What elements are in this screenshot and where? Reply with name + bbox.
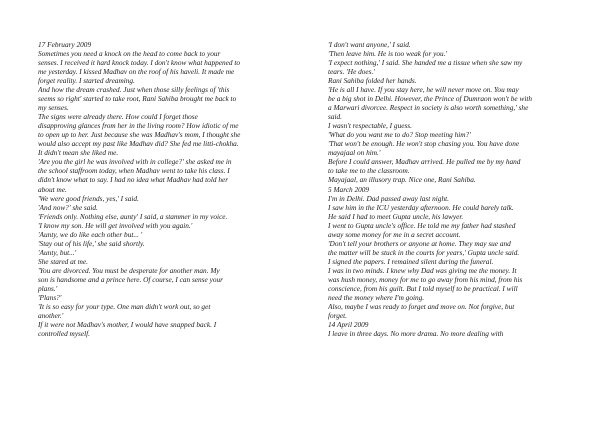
text-line: away some money for me in a secret account. [328, 229, 461, 239]
text-line: would also accept my past like Madhav did? She fed me litti-chokha. [38, 139, 239, 149]
text-line: didn't know what to say. I had no idea what Madhav had told her [38, 175, 229, 185]
text-line: 'He is all I have. If you stay here, he will never move on. You may [328, 85, 519, 95]
right-page [328, 40, 574, 338]
text-line: my senses. [38, 103, 69, 113]
text-line: 'Then leave him. He is too weak for you.' [328, 49, 448, 59]
text-line: to open up to her. Just because she was Madhav's mom, I thought she [38, 130, 241, 140]
text-line: 'Aunty, we do like each other but... ' [38, 229, 143, 239]
text-line: 'I don't want anyone,' I said. [328, 40, 411, 49]
text-line: 'That won't be enough. He won't stop chasing you. You have done [328, 139, 520, 149]
text-line: tears. 'He does.' [328, 67, 375, 77]
text-line: She stared at me. [38, 256, 88, 266]
text-line: Sometimes you need a knock on the head to come back to your [38, 49, 221, 59]
text-line: plans.' [38, 283, 58, 293]
text-line: I went to Gupta uncle's office. He told me my father had stashed [328, 220, 516, 230]
text-line: I leave in three days. No more drama. No more dealing with [328, 329, 504, 338]
text-line: conscience, from his guilt. But I told myself to be practical. I will [328, 283, 518, 293]
text-line: to take me to the classroom. [328, 166, 410, 176]
text-line: 'Stay out of his life,' she said shortly. [38, 238, 145, 248]
text-line: I signed the papers. I remained silent during the funeral. [328, 256, 494, 266]
text-line: son is handsome and a prince here. Of course, I can sense your [38, 274, 223, 284]
text-line: 'Aunty, but...' [38, 247, 77, 257]
text-line: 17 February 2009 [38, 40, 92, 49]
text-line: the matter will be stuck in the courts for years,' Gupta uncle said. [328, 247, 520, 257]
text-line: It didn't mean she liked me. [38, 148, 119, 158]
text-line: forget. [328, 310, 347, 320]
text-line: 'I expect nothing,' I said. She handed me a tissue when she saw my [328, 58, 523, 68]
text-line: If it were not Madhav's mother, I would have snapped back. I [38, 319, 217, 329]
text-line: was hush money, money for me to go away from his mind, from his [328, 274, 523, 284]
text-line: me yesterday. I kissed Madhav on the roof of his haveli. It made me [38, 67, 235, 77]
text-line: senses. I received it hard knock today. I don't know what happened to [38, 58, 241, 68]
text-line: And how the dream crashed. Just when those silly feelings of 'this [38, 85, 230, 95]
text-line: a Marwari divorcee. Respect in society is also worth something,' she [328, 103, 529, 113]
text-line: said. [328, 112, 342, 122]
text-line: 14 April 2009 [328, 319, 369, 329]
text-line: He said I had to meet Gupta uncle, his lawyer. [328, 211, 464, 221]
text-line: I saw him in the ICU yesterday afternoon. He could barely talk. [328, 202, 514, 212]
text-line: controlled myself. [38, 329, 91, 338]
text-line: 'Don't tell your brothers or anyone at home. They may sue and [328, 238, 511, 248]
text-line: I wasn't respectable, I guess. [328, 121, 412, 131]
text-line: 'We were good friends, yes,' I said. [38, 193, 139, 203]
text-line: the school staffroom today, when Madhav went to take his class. I [38, 166, 230, 176]
text-line: 'And now?' she said. [38, 202, 98, 212]
text-line: need the money where I'm going. [328, 292, 425, 302]
text-line: disapproving glances from her in the living room? How idiotic of me [38, 121, 239, 131]
text-line: 'What do you want me to do? Stop meeting him?' [328, 130, 471, 140]
text-line: 'I know my son. He will get involved with you again.' [38, 220, 193, 230]
left-page [38, 40, 284, 338]
text-line: 'It is so easy for your type. One man didn't work out, so get [38, 301, 211, 311]
text-line: another.' [38, 310, 64, 320]
text-line: I'm in Delhi. Dad passed away last night. [328, 193, 449, 203]
text-line: The signs were already there. How could I forget those [38, 112, 198, 122]
text-line: 5 March 2009 [328, 184, 370, 194]
text-line: forget reality. I started dreaming. [38, 76, 135, 86]
text-line: be a big shot in Delhi. However, the Prince of Dumraon won't be with [328, 94, 533, 104]
text-line: I was in two minds. I knew why Dad was giving me the money. It [328, 265, 517, 275]
text-line: Also, maybe I was ready to forget and move on. Not forgive, but [328, 301, 515, 311]
text-line: Before I could answer, Madhav arrived. He pulled me by my hand [328, 157, 521, 167]
text-line: 'Plans?' [38, 292, 62, 302]
text-line: Rani Sahiba folded her hands. [328, 76, 417, 86]
text-line: mayajaal on him.' [328, 148, 381, 158]
text-line: 'Are you the girl he was involved with in college?' she asked me in [38, 157, 232, 167]
text-line: about me. [38, 184, 67, 194]
text-line: seems so right' started to take root, Rani Sahiba brought me back to [38, 94, 237, 104]
text-line: Mayajaal, an illusory trap. Nice one, Rani Sahiba. [328, 175, 476, 185]
text-line: 'You are divorced. You must be desperate for another man. My [38, 265, 220, 275]
text-line: 'Friends only. Nothing else, aunty' I said, a stammer in my voice. [38, 211, 228, 221]
